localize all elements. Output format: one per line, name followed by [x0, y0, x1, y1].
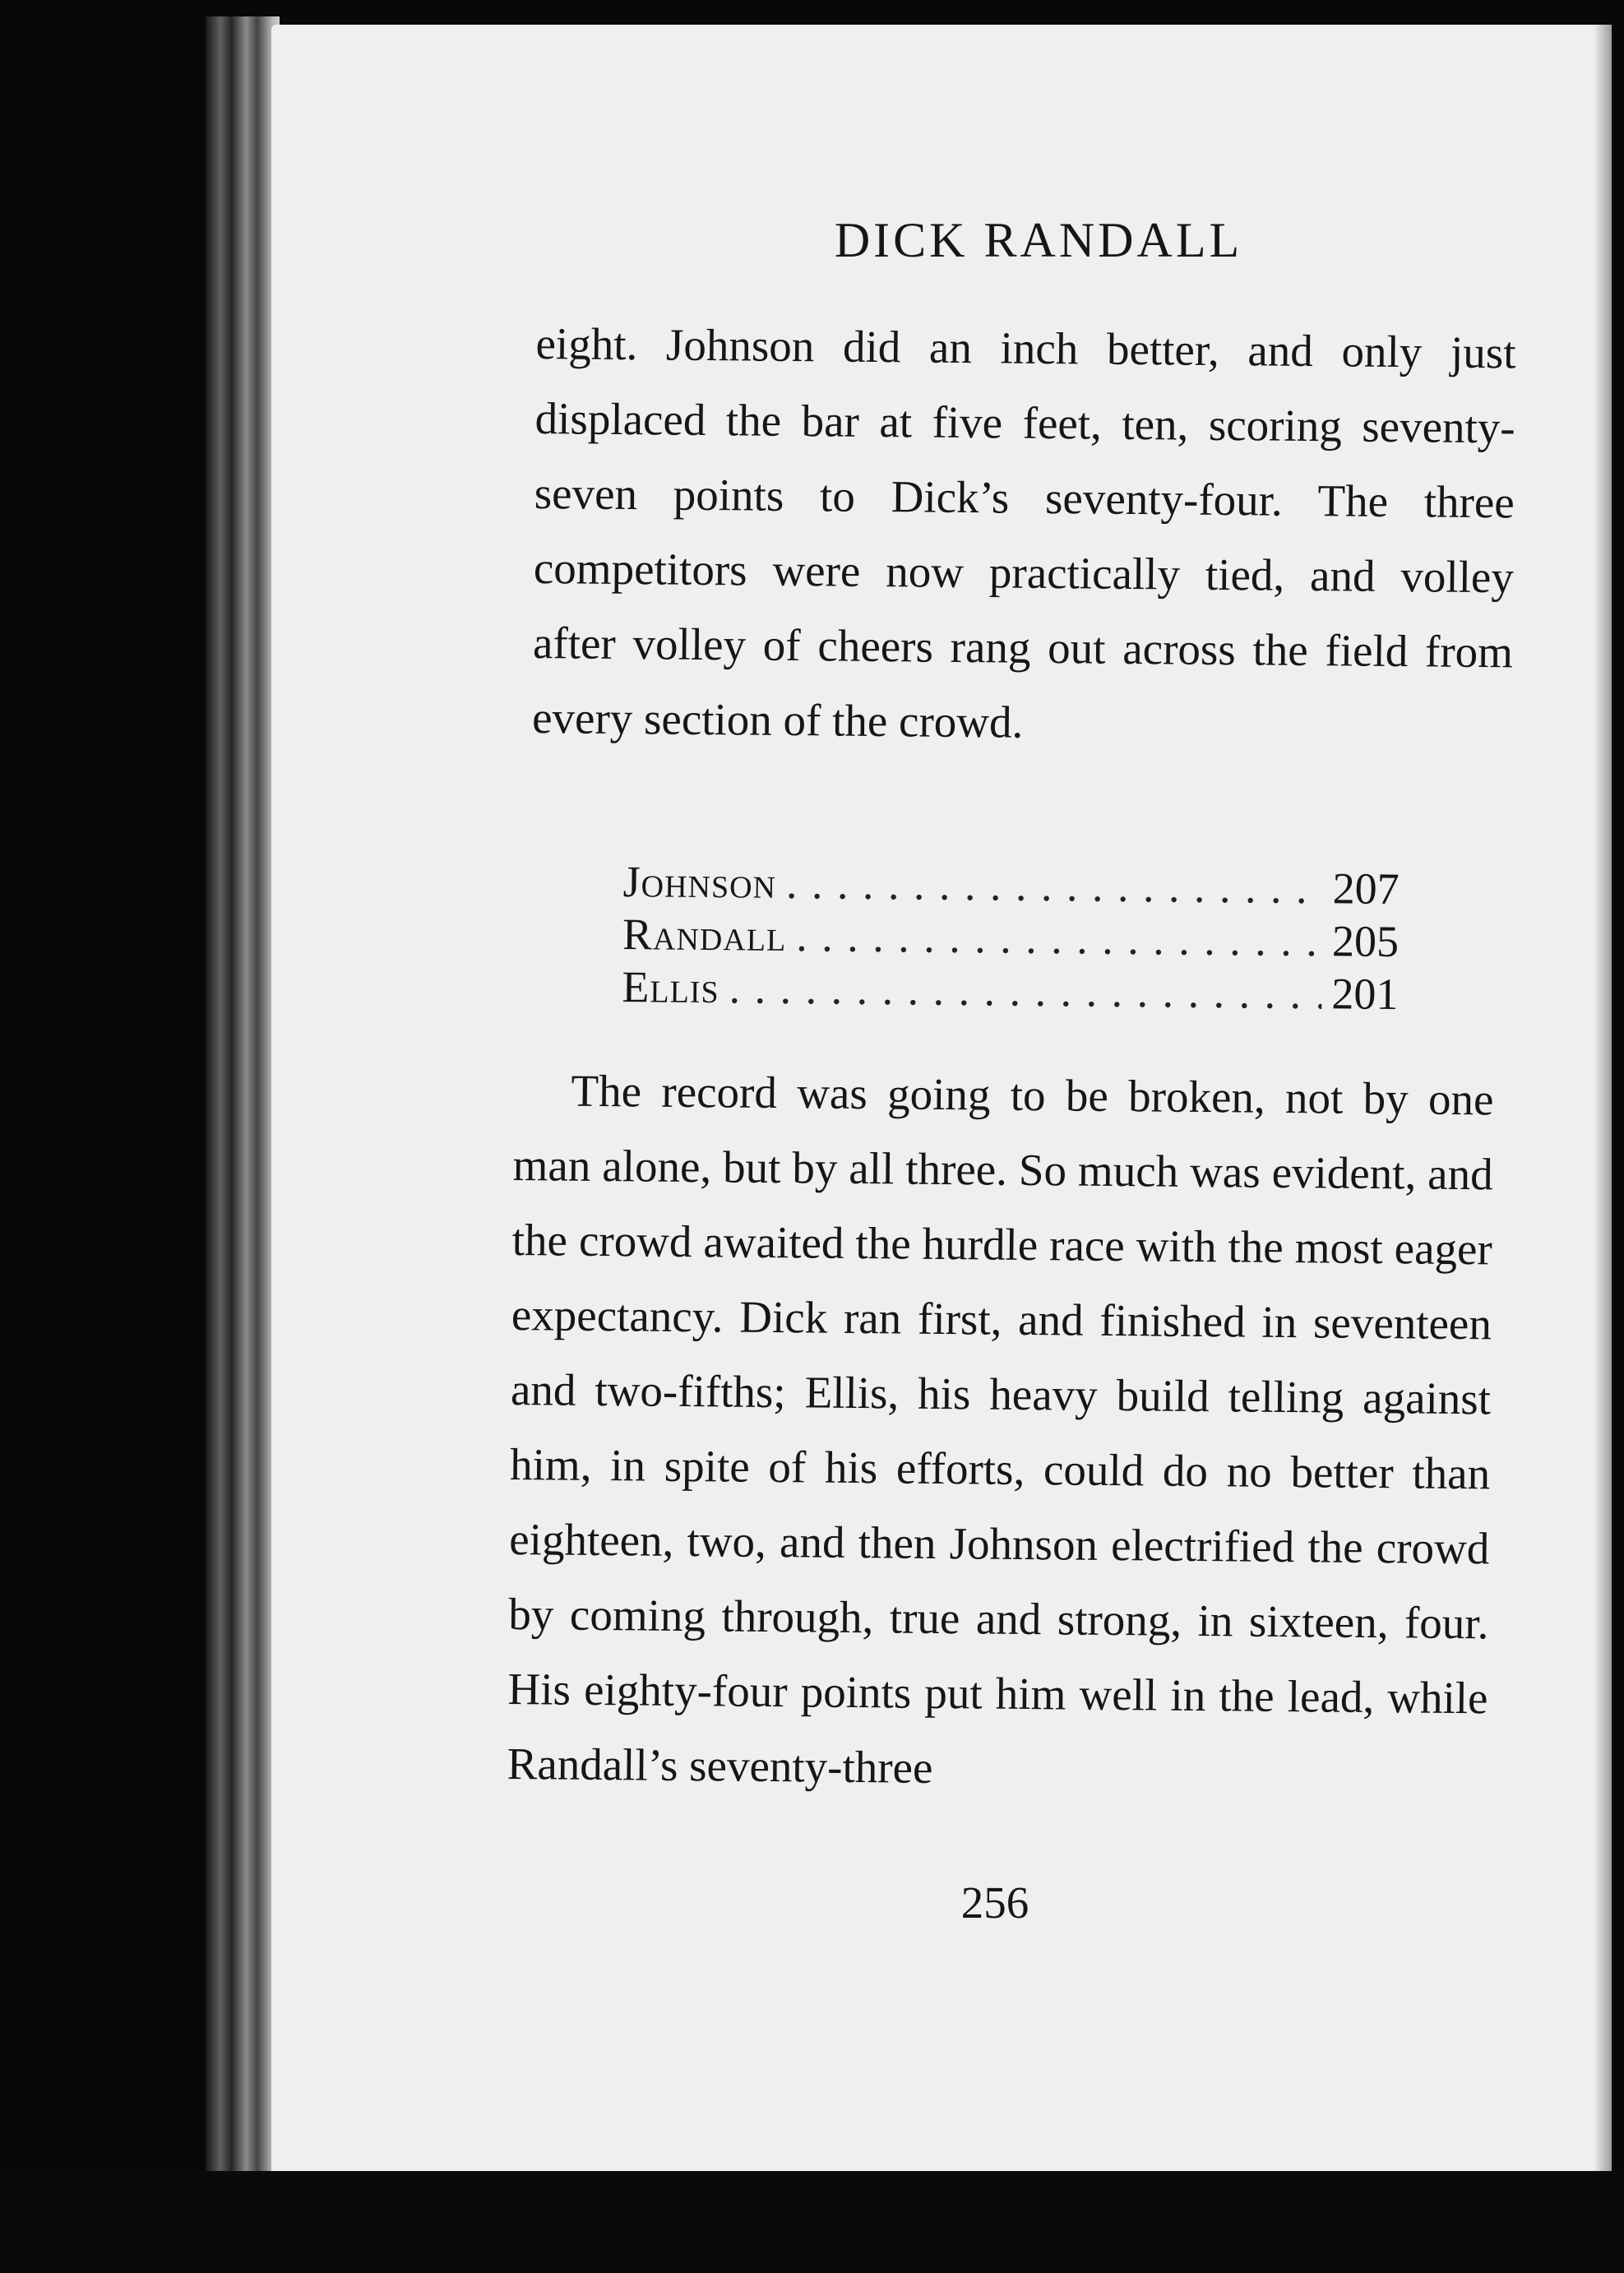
- paragraph-2-line-5: first, and finished in seventeen and two-fifths;: [510, 1293, 1492, 1418]
- paragraph-2-line-11: well in the lead, while Randall’s seventy-three: [507, 1669, 1488, 1793]
- score-name: Ellis: [622, 961, 719, 1013]
- leader-dots: [729, 961, 1321, 1020]
- paragraph-2-line-10: sixteen, four. His eighty-four points put him: [507, 1595, 1489, 1720]
- paragraph-2-line-7: spite of his efforts, could do no better than: [664, 1440, 1491, 1499]
- paragraph-1-line-2: just displaced the bar at five feet, ten, scoring: [534, 326, 1516, 451]
- paragraph-1-line-5: tied, and volley after volley of cheers rang out: [532, 549, 1515, 674]
- paragraph-2-line-4: with the most eager expectancy. Dick ran: [511, 1220, 1493, 1344]
- scan-background-bottom: [0, 2171, 1624, 2273]
- paragraph-1-line-1: eight. Johnson did an inch better, and only: [535, 317, 1423, 377]
- leader-dots: [786, 857, 1323, 914]
- score-value: 201: [1331, 969, 1399, 1020]
- paragraph-1-line-3: seventy-seven points to Dick’s seventy-four.: [534, 400, 1515, 525]
- book-page-edges: [206, 16, 280, 2171]
- score-row-ellis: [622, 961, 1399, 1021]
- score-row-randall: [622, 908, 1400, 968]
- paragraph-1-line-6: across the field from every section of the: [531, 623, 1514, 747]
- paragraph-2-line-2: one man alone, but by all three. So much was: [512, 1073, 1494, 1197]
- running-head: DICK RANDALL: [834, 213, 1243, 267]
- paragraph-2-line-6: Ellis, his heavy build telling against him, in: [509, 1367, 1492, 1491]
- paragraph-2-line-8: eighteen, two, and then Johnson electrified the: [509, 1513, 1363, 1572]
- page-number: 256: [960, 1877, 1029, 1928]
- paragraph-2-line-1: The record was going to be broken, not by: [571, 1065, 1409, 1124]
- score-row-johnson: [622, 855, 1400, 915]
- score-table: [622, 855, 1400, 1021]
- paragraph-1: [532, 306, 1516, 764]
- score-value: 205: [1331, 916, 1400, 967]
- paragraph-1-line-4: The three competitors were now practically: [533, 475, 1515, 599]
- paragraph-2: [507, 1053, 1494, 1810]
- score-name: Randall: [622, 909, 787, 961]
- score-name: Johnson: [622, 856, 777, 908]
- paragraph-indent: [513, 1105, 571, 1106]
- paragraph-1-line-7: crowd.: [898, 696, 1024, 748]
- paragraph-2-line-3: evident, and the crowd awaited the hurdle race: [511, 1146, 1493, 1271]
- score-value: 207: [1332, 863, 1400, 914]
- paragraph-2-line-9: crowd by coming through, true and strong, in: [508, 1522, 1490, 1646]
- leader-dots: [796, 910, 1322, 967]
- page-gutter-shadow: [1594, 25, 1612, 2171]
